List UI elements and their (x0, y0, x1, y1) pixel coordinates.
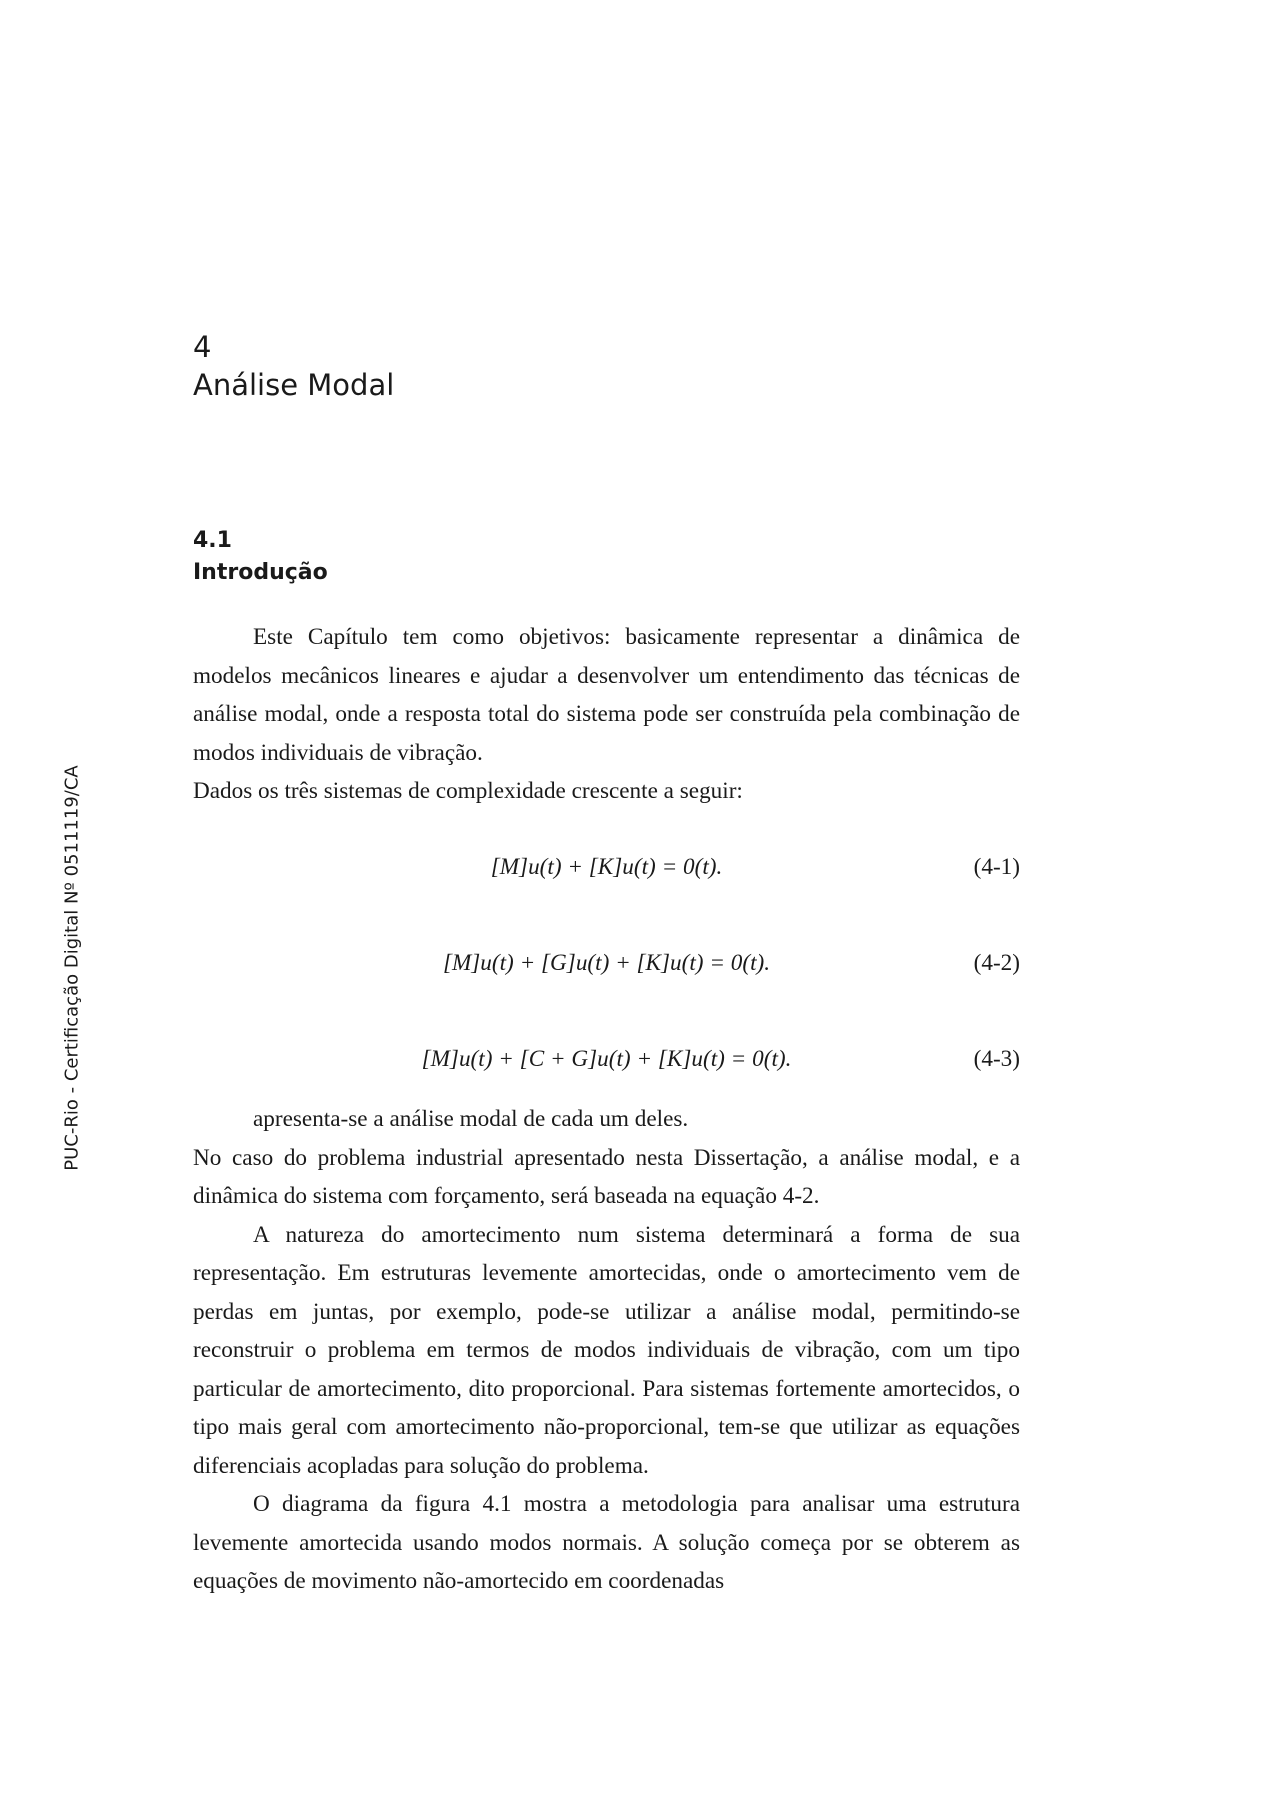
body-paragraph: No caso do problema industrial apresentado nesta Dissertação, a análise modal, e a dinâmica do sistema com forçamento, será baseada na equação 4-2. (193, 1144, 1020, 1209)
chapter-number: 4 (193, 330, 212, 364)
equation-4-3 (193, 1046, 1020, 1086)
equation-body: [M]u(t) + [G]u(t) + [K]u(t) = 0(t). (442, 950, 771, 976)
body-block (193, 1100, 1020, 1601)
equation-number: (4-3) (973, 1046, 1020, 1072)
equation-body: [M]u(t) + [C + G]u(t) + [K]u(t) = 0(t). (421, 1046, 792, 1072)
intro-block (193, 618, 1020, 811)
equation-4-1 (193, 854, 1020, 894)
section-number: 4.1 (193, 528, 232, 553)
chapter-title: Análise Modal (193, 368, 395, 402)
certification-sidebar: PUC-Rio - Certificação Digital Nº 0511119/CA (61, 765, 83, 1171)
equation-number: (4-2) (973, 950, 1020, 976)
intro-lead-paragraph: Dados os três sistemas de complexidade crescente a seguir: (193, 778, 743, 804)
body-paragraph: O diagrama da figura 4.1 mostra a metodologia para analisar uma estrutura levemente amortecida usando modos normais. A solução começa por se obterem as equações de movimento não-amortecido em coordenadas (193, 1491, 1020, 1594)
equation-4-2 (193, 950, 1020, 990)
section-title: Introdução (193, 560, 328, 585)
intro-paragraph: Este Capítulo tem como objetivos: basicamente representar a dinâmica de modelos mecânicos lineares e ajudar a desenvolver um entendimento das técnicas de análise modal, onde a resposta total do sistema pode ser construída pela combinação de modos individuais de vibração. (193, 624, 1020, 766)
body-paragraph: A natureza do amortecimento num sistema determinará a forma de sua representação. Em estruturas levemente amortecidas, onde o amortecimento vem de perdas em juntas, por exemplo, pode-se utilizar a análise modal, permitindo-se reconstruir o problema em termos de modos individuais de vibração, com um tipo particular de amortecimento, dito proporcional. Para sistemas fortemente amortecidos, o tipo mais geral com amortecimento não-proporcional, tem-se que utilizar as equações diferenciais acopladas para solução do problema. (193, 1221, 1020, 1479)
body-paragraph: apresenta-se a análise modal de cada um deles. (253, 1106, 689, 1132)
equation-number: (4-1) (973, 854, 1020, 880)
equation-body: [M]u(t) + [K]u(t) = 0(t). (490, 854, 723, 880)
